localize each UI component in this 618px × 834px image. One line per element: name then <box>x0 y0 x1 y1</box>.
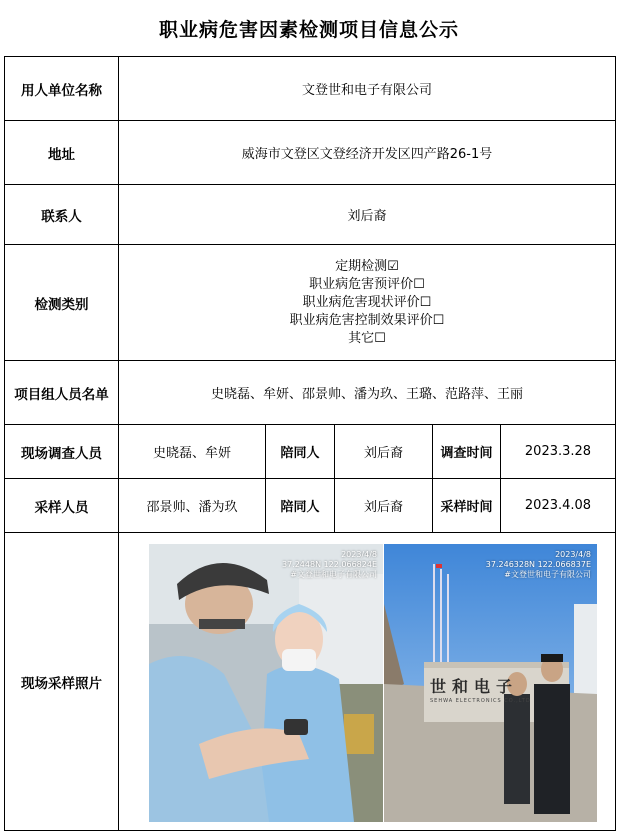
survey-value: 史晓磊、牟妍 <box>119 425 266 479</box>
table-row <box>5 185 616 245</box>
photos-label: 现场采样照片 <box>5 533 119 831</box>
sampling-accompany-value: 刘后裔 <box>335 479 433 533</box>
photo2-date: 2023/4/8 <box>555 549 591 559</box>
photo1-watermark <box>282 550 377 580</box>
table-row <box>5 361 616 425</box>
option-control-evaluation: 职业病危害控制效果评价☐ <box>289 312 445 328</box>
detection-type-label: 检测类别 <box>5 245 119 361</box>
survey-label: 现场调查人员 <box>5 425 119 479</box>
gate-sign-subtext: SEHWA ELECTRONICS CO.,LTD <box>430 697 531 704</box>
photo2-watermark <box>486 550 591 580</box>
detection-type-options <box>119 245 616 361</box>
survey-time-value: 2023.3.28 <box>501 425 616 479</box>
option-periodic: 定期检测☑ <box>335 258 399 274</box>
table-row <box>5 245 616 361</box>
address-label: 地址 <box>5 121 119 185</box>
sampling-photo-gate <box>384 544 597 822</box>
page-title: 职业病危害因素检测项目信息公示 <box>158 18 459 41</box>
photo1-date: 2023/4/8 <box>341 549 377 559</box>
contact-label: 联系人 <box>5 185 119 245</box>
team-value: 史晓磊、牟妍、邵景帅、潘为玖、王璐、范路萍、王丽 <box>119 361 616 425</box>
gate-sign-text: 世和电子 <box>430 676 519 696</box>
workshop-image <box>149 544 383 822</box>
option-pre-evaluation: 职业病危害预评价☐ <box>309 276 425 292</box>
photo2-coords: 37.246328N 122.066837E <box>485 559 591 569</box>
contact-value: 刘后裔 <box>119 185 616 245</box>
table-row <box>5 121 616 185</box>
sampling-value: 邵景帅、潘为玖 <box>119 479 266 533</box>
company-label: 用人单位名称 <box>5 57 119 121</box>
sampling-photo-workshop <box>149 544 383 822</box>
info-table <box>4 56 616 831</box>
table-row <box>5 533 616 831</box>
table-row <box>5 479 616 533</box>
option-other: 其它☐ <box>348 330 386 346</box>
photo1-coords: 37.2448N 122.066824E <box>281 559 377 569</box>
address-value: 威海市文登区文登经济开发区四产路26-1号 <box>119 121 616 185</box>
team-label: 项目组人员名单 <box>5 361 119 425</box>
option-status-evaluation: 职业病危害现状评价☐ <box>302 294 432 310</box>
photos-cell <box>119 533 616 831</box>
table-row <box>5 425 616 479</box>
survey-time-label: 调查时间 <box>433 425 501 479</box>
table-row <box>5 57 616 121</box>
survey-accompany-value: 刘后裔 <box>335 425 433 479</box>
photo1-company: #文登世和电子有限公司 <box>290 569 377 579</box>
sampling-time-label: 采样时间 <box>433 479 501 533</box>
sampling-label: 采样人员 <box>5 479 119 533</box>
company-value: 文登世和电子有限公司 <box>119 57 616 121</box>
sampling-accompany-label: 陪同人 <box>266 479 335 533</box>
survey-accompany-label: 陪同人 <box>266 425 335 479</box>
sampling-time-value: 2023.4.08 <box>501 479 616 533</box>
photo2-company: #文登世和电子有限公司 <box>504 569 591 579</box>
